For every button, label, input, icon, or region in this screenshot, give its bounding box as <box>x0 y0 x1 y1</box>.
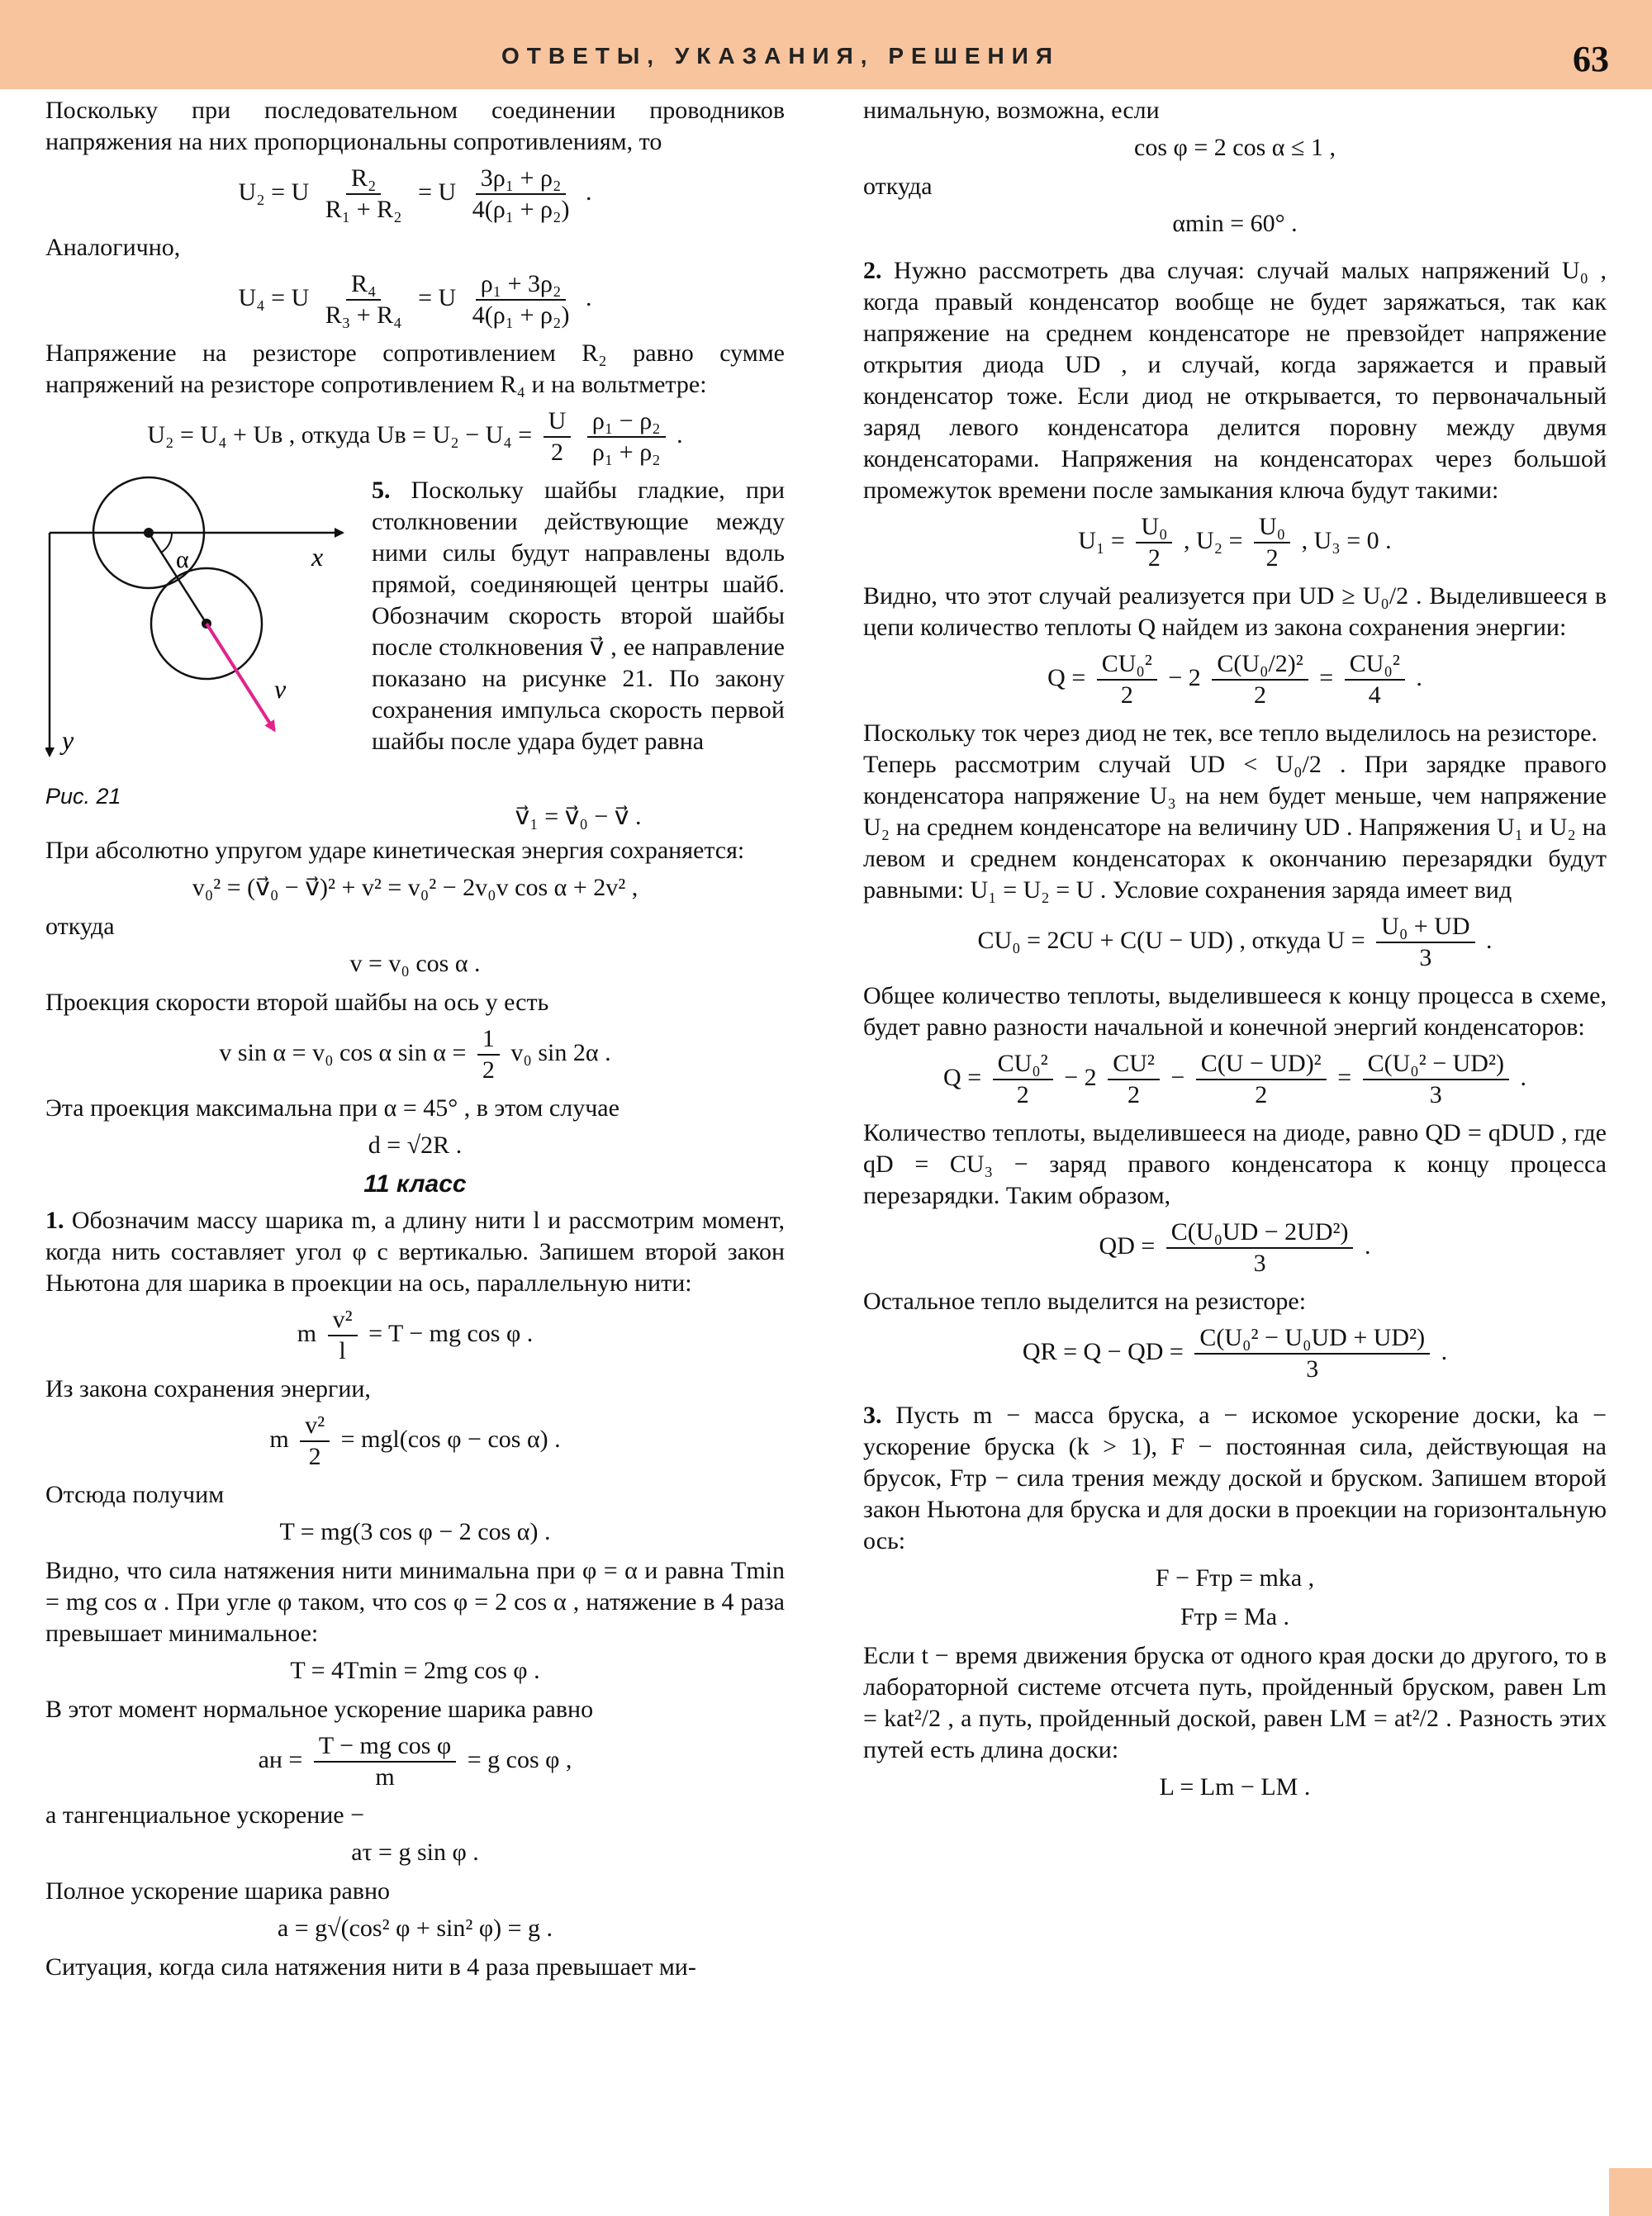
equation: a = g√(cos² φ + sin² φ) = g . <box>277 1915 553 1942</box>
alpha-label: α <box>176 546 189 573</box>
equation: U₄ = U $\frac{\text{R₄}}{\text{R₃ + R₄}}$ = U $\frac{\text{ρ₁ + 3ρ₂}}{\text{4(ρ₁ + ρ₂)}}$ . <box>238 270 592 329</box>
paragraph: откуда <box>863 173 933 200</box>
equation: αmin = 60° . <box>1172 210 1298 237</box>
paragraph: Отсюда получим <box>45 1481 225 1508</box>
collision-diagram <box>45 475 368 781</box>
v-label: v <box>274 674 287 704</box>
equation: v⃗₁ = v⃗₀ − v⃗ . <box>515 803 642 830</box>
paragraph: Напряжение на резисторе сопротивлением R₂ равно сумме напряжений на резисторе сопротивлением R₄ и на вольтметре: <box>45 339 785 398</box>
equation: v = v₀ cos α . <box>349 950 481 977</box>
equation: m $\frac{\text{v²}}{l}$ = T − mg cos φ . <box>297 1306 534 1364</box>
figure-21-block <box>45 475 786 830</box>
section-heading: 11 класс <box>363 1170 467 1198</box>
equation: Fтр = Ma . <box>1180 1603 1290 1630</box>
equation: U₂ = U₄ + Uв , откуда Uв = U₂ − U₄ = $\frac{U}{2}$ $\frac{\text{ρ₁ − ρ₂}}{\text{ρ₁ + ρ₂}}$ . <box>147 407 683 466</box>
equation: L = Lm − LM . <box>1159 1773 1311 1801</box>
equation: Q = $\frac{\text{CU₀²}}{2}$ − 2 $\frac{\text{C(U₀/2)²}}{2}$ = $\frac{\text{CU₀²}}{4}$ . <box>1047 650 1422 709</box>
paragraph: Проекция скорости второй шайбы на ось y есть <box>45 989 549 1016</box>
first-puck-center <box>144 528 154 538</box>
right-column <box>863 95 1607 1810</box>
paragraph: Остальное тепло выделится на резисторе: <box>863 1288 1307 1315</box>
paragraph: откуда <box>45 913 115 940</box>
left-column <box>45 95 785 1983</box>
equation: F − Fтр = mka , <box>1155 1564 1315 1592</box>
equation: aτ = g sin φ . <box>351 1839 479 1866</box>
paragraph: 3. Пусть m − масса бруска, a − искомое ускорение доски, ka − ускорение бруска (k > 1), F − постоянная сила, действующая на брусок, Fтр − сила трения между доской и бруском. Запишем второй закон Ньютона для бруска и для доски в проекции на горизонтальную ось: <box>863 1402 1607 1554</box>
paragraph: нимальную, возможна, если <box>863 97 1160 124</box>
paragraph: При абсолютно упругом ударе кинетическая энергия сохраняется: <box>45 837 745 864</box>
equation: T = 4Tmin = 2mg cos φ . <box>290 1657 540 1684</box>
paragraph: Ситуация, когда сила натяжения нити в 4 раза превышает ми- <box>45 1953 696 1981</box>
paragraph: Видно, что этот случай реализуется при UD ≥ U₀/2 . Выделившееся в цепи количество теплоты Q найдем из закона сохранения энергии: <box>863 582 1607 641</box>
equation: CU₀ = 2CU + C(U − UD) , откуда U = $\frac{\text{U₀ + UD}}{3}$ . <box>977 913 1493 971</box>
paragraph: Эта проекция максимальна при α = 45° , в этом случае <box>45 1094 620 1122</box>
paragraph: 2. Нужно рассмотреть два случая: случай малых напряжений U₀ , когда правый конденсатор вообще не будет заряжаться, так как напряжение на среднем конденсаторе не превзойдет напряжение открытия диода UD , и случай, когда заряжается и правый конденсатор тоже. Если диод не открывается, то первоначальный заряд левого конденсатора делится поровну между двумя конденсаторами. Напряжения на конденсаторах через большой промежуток времени после замыкания ключа будут такими: <box>863 257 1607 504</box>
running-title: ОТВЕТЫ, УКАЗАНИЯ, РЕШЕНИЯ <box>501 43 1060 69</box>
y-label: y <box>62 725 74 755</box>
paragraph: Полное ускорение шарика равно <box>45 1877 391 1905</box>
equation: v sin α = v₀ cos α sin α = $\frac{1}{2}$ v₀ sin 2α . <box>219 1025 611 1084</box>
corner-tab <box>1609 2168 1652 2216</box>
paragraph: 5. Поскольку шайбы гладкие, при столкновении действующие между ними силы будут направлены вдоль прямой, соединяющей центры шайб. Обозначим скорость второй шайбы после столкновения v⃗ , ее направление показано на рисунке 21. По закону сохранения импульса скорость первой шайбы после удара будет равна <box>372 477 786 755</box>
equation: m $\frac{\text{v²}}{2}$ = mgl(cos φ − cos α) . <box>269 1412 561 1470</box>
equation: QR = Q − QD = $\frac{\text{C(U₀² − U₀UD + UD²)}}{3}$ . <box>1022 1324 1448 1383</box>
equation: QD = $\frac{\text{C(U₀UD − 2UD²)}}{3}$ . <box>1099 1218 1371 1277</box>
paragraph: Поскольку ток через диод не тек, все тепло выделилось на резисторе. <box>863 719 1597 747</box>
paragraph: Поскольку при последовательном соединении проводников напряжения на них пропорциональны сопротивлениям, то <box>45 97 785 155</box>
page-number: 63 <box>1573 39 1609 79</box>
equation: aн = $\frac{\text{T − mg cos φ}}{m}$ = g cos φ , <box>258 1732 572 1791</box>
paragraph: Теперь рассмотрим случай UD < U₀/2 . При зарядке правого конденсатора напряжение U₃ на нем будет меньше, чем напряжение U₂ на среднем конденсаторе на величину UD . Напряжения U₁ и U₂ на левом и среднем конденсаторах к окончанию перезарядки будут равными: U₁ = U₂ = U . Условие сохранения заряда имеет вид <box>863 751 1607 904</box>
figure-caption: Рис. 21 <box>45 784 121 809</box>
velocity-arrow <box>206 624 274 730</box>
x-label: x <box>311 542 324 572</box>
paragraph: Общее количество теплоты, выделившееся к концу процесса в схеме, будет равно разности начальной и конечной энергий конденсаторов: <box>863 982 1607 1041</box>
page-header <box>0 0 1652 89</box>
paragraph: Видно, что сила натяжения нити минимальна при φ = α и равна Tmin = mg cos α . При угле φ таком, что cos φ = 2 cos α , натяжение в 4 раза превышает минимальное: <box>45 1557 785 1647</box>
equation: d = √2R . <box>368 1132 463 1159</box>
equation: U₁ = $\frac{\text{U₀}}{2}$ , U₂ = $\frac{\text{U₀}}{2}$ , U₃ = 0 . <box>1078 513 1392 572</box>
equation: v₀² = (v⃗₀ − v⃗)² + v² = v₀² − 2v₀v cos α + 2v² , <box>192 874 638 901</box>
paragraph: В этот момент нормальное ускорение шарика равно <box>45 1696 594 1723</box>
angle-arc <box>161 533 172 553</box>
paragraph: Количество теплоты, выделившееся на диоде, равно QD = qDUD , где qD = CU₃ − заряд правого конденсатора к концу процесса перезарядки. Таким образом, <box>863 1119 1607 1209</box>
equation: Q = $\frac{\text{CU₀²}}{2}$ − 2 $\frac{\text{CU²}}{2}$ − $\frac{\text{C(U − UD)²}}{2}$ = $\frac{\text{C(U₀² − UD²)}}{3}$ . <box>943 1050 1526 1108</box>
equation: T = mg(3 cos φ − 2 cos α) . <box>279 1518 551 1545</box>
paragraph: 1. Обозначим массу шарика m, а длину нити l и рассмотрим момент, когда нить составляет угол φ с вертикалью. Запишем второй закон Ньютона для шарика в проекции на ось, параллельную нити: <box>45 1207 785 1297</box>
paragraph: Если t − время движения бруска от одного края доски до другого, то в лабораторной системе отсчета путь, пройденный бруском, равен Lm = kat²/2 , а путь, пройденный доской, равен LM = at²/2 . Разность этих путей есть длина доски: <box>863 1642 1607 1763</box>
paragraph: Аналогично, <box>45 234 181 261</box>
equation: U₂ = U $\frac{\text{R₂}}{\text{R₁ + R₂}}$ = U $\frac{\text{3ρ₁ + ρ₂}}{\text{4(ρ₁ + ρ₂)}}$ . <box>238 164 592 223</box>
equation: cos φ = 2 cos α ≤ 1 , <box>1134 134 1336 161</box>
paragraph: Из закона сохранения энергии, <box>45 1375 371 1402</box>
paragraph: а тангенциальное ускорение − <box>45 1801 365 1829</box>
